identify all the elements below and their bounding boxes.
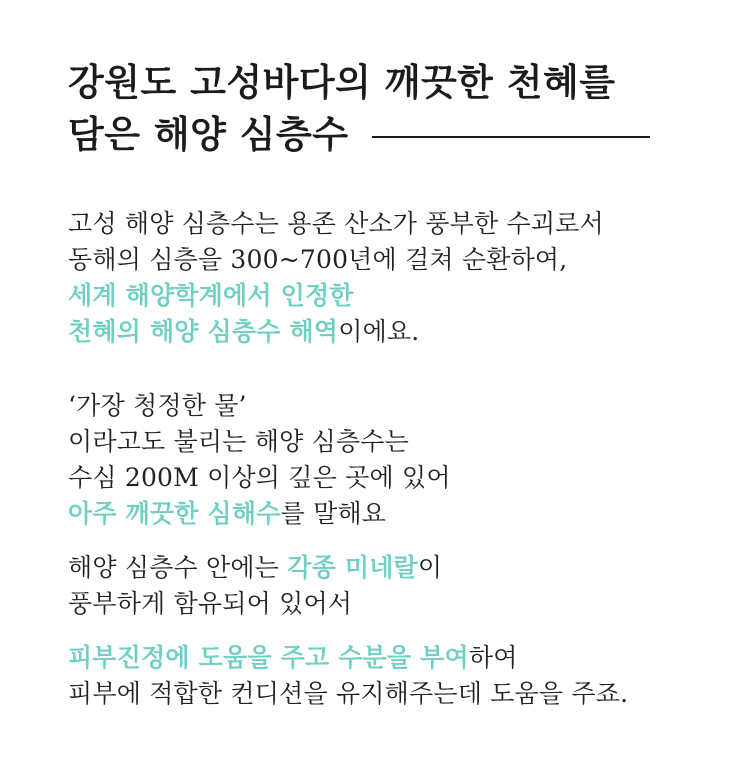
title-divider-rule <box>372 136 650 138</box>
title-line-2: 담은 해양 심층수 <box>68 112 349 156</box>
mineral-paragraph <box>68 550 442 622</box>
intro-paragraph <box>68 206 604 350</box>
page-title <box>68 56 708 160</box>
highlight-text: 각종 미네랄 <box>287 553 418 582</box>
title-line-1: 강원도 고성바다의 깨끗한 천혜를 <box>68 60 616 104</box>
mineral-line-1-end: 이 <box>417 553 443 582</box>
mineral-line-2: 풍부하게 함유되어 있어서 <box>68 589 353 618</box>
benefit-paragraph <box>68 640 628 712</box>
intro-line-3 <box>68 278 604 314</box>
highlight-text: 피부진정에 도움을 주고 수분을 부여 <box>68 643 469 672</box>
title-line-2-row <box>68 108 708 160</box>
intro-line-2: 동해의 심층을 300~700년에 걸쳐 순환하여, <box>68 245 568 274</box>
definition-line-2: 이라고도 불리는 해양 심층수는 <box>68 427 409 456</box>
benefit-line-1 <box>68 640 628 676</box>
definition-line-4-rest: 를 말해요 <box>280 499 387 528</box>
definition-line-1: ‘가장 청정한 물’ <box>68 391 247 420</box>
benefit-line-2: 피부에 적합한 컨디션을 유지해주는데 도움을 주죠. <box>68 679 629 708</box>
intro-line-4 <box>68 314 604 350</box>
definition-line-3: 수심 200M 이상의 깊은 곳에 있어 <box>68 463 451 492</box>
mineral-line-1-start: 해양 심층수 안에는 <box>68 553 288 582</box>
definition-line-4 <box>68 496 451 532</box>
benefit-line-1-rest: 하여 <box>468 643 518 672</box>
mineral-line-1 <box>68 550 442 586</box>
highlight-text: 아주 깨끗한 심해수 <box>68 499 281 528</box>
intro-line-1: 고성 해양 심층수는 용존 산소가 풍부한 수괴로서 <box>68 209 604 238</box>
definition-paragraph <box>68 388 451 532</box>
intro-line-4-rest: 이에요. <box>338 317 420 346</box>
highlight-text: 천혜의 해양 심층수 해역 <box>68 317 339 346</box>
highlight-text: 세계 해양학계에서 인정한 <box>68 281 354 310</box>
